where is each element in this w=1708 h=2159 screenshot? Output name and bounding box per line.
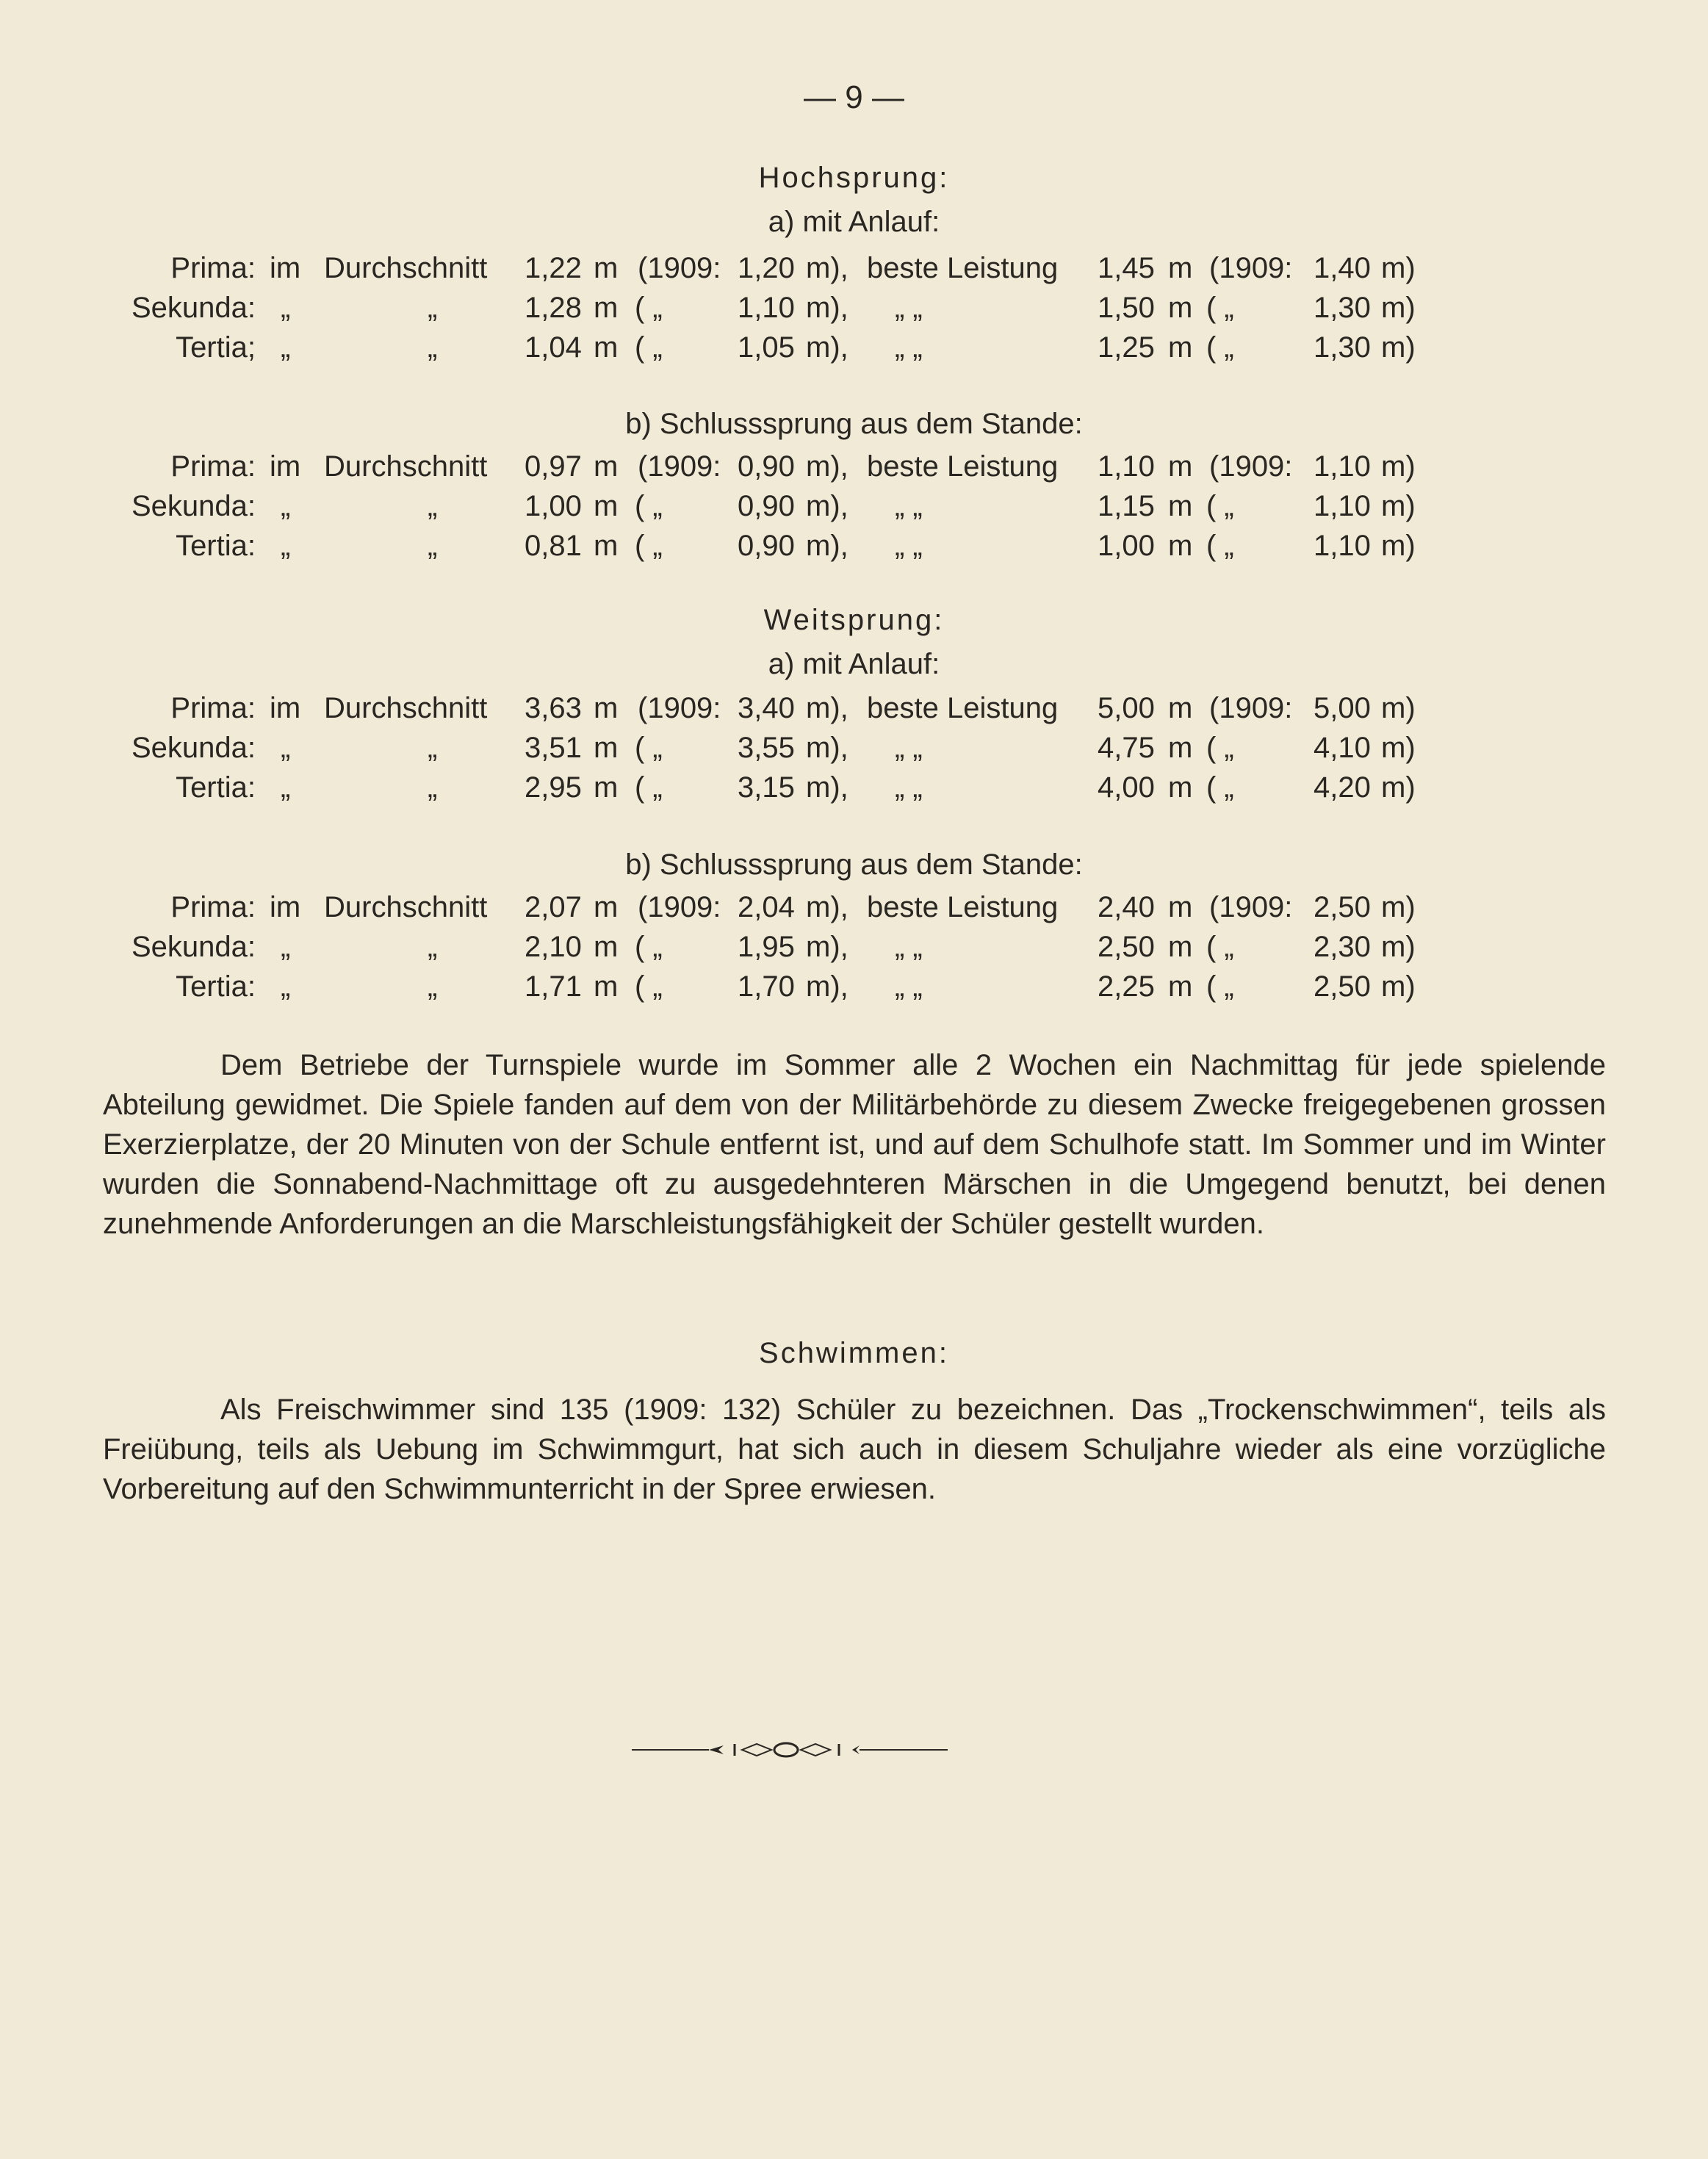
row-prev-year: (1909: <box>1209 252 1293 284</box>
row-unit: m <box>1168 292 1193 324</box>
row-prev-year: ( „ <box>635 732 663 764</box>
row-unit: m <box>1168 331 1193 364</box>
row-best-prev: 5,00 <box>1314 692 1371 724</box>
row-average: 3,51 <box>525 732 582 764</box>
row-best-label: beste Leistung <box>867 891 1059 923</box>
row-label: Tertia: <box>176 970 256 1003</box>
row-unit: m <box>594 970 619 1003</box>
row-best-prev: 1,30 <box>1314 292 1371 324</box>
row-durchschnitt: Durchschnitt <box>324 891 488 923</box>
row-prev-year: ( „ <box>1206 490 1234 522</box>
row-unit: m <box>594 771 619 804</box>
row-best: 1,10 <box>1098 450 1155 483</box>
row-best: 5,00 <box>1098 692 1155 724</box>
row-im: im <box>270 450 301 483</box>
row-unit: m) <box>1381 692 1416 724</box>
table-row <box>0 931 1708 970</box>
subsection-title: b) Schlusssprung aus dem Stande: <box>625 848 1083 881</box>
table-row <box>0 692 1708 732</box>
row-best-label: „ „ <box>895 970 923 1003</box>
row-average: 1,28 <box>525 292 582 324</box>
row-best: 2,25 <box>1098 970 1155 1003</box>
row-prev-year: (1909: <box>638 692 721 724</box>
row-durchschnitt: Durchschnitt <box>324 692 488 724</box>
row-unit: m) <box>1381 530 1416 562</box>
section-title-weitsprung: Weitsprung: <box>763 604 945 636</box>
row-average-prev: 3,55 <box>738 732 795 764</box>
row-average: 0,81 <box>525 530 582 562</box>
row-unit: m <box>594 931 619 963</box>
row-unit: m <box>594 732 619 764</box>
row-unit: m) <box>1381 732 1416 764</box>
row-prev-year: ( „ <box>1206 771 1234 804</box>
row-best-prev: 4,20 <box>1314 771 1371 804</box>
row-prev-year: ( „ <box>1206 331 1234 364</box>
row-best-prev: 2,50 <box>1314 891 1371 923</box>
row-unit: m <box>1168 530 1193 562</box>
row-prev-year: (1909: <box>1209 692 1293 724</box>
row-best-label: „ „ <box>895 931 923 963</box>
row-durchschnitt: „ <box>428 490 438 522</box>
row-best-prev: 1,30 <box>1314 331 1371 364</box>
row-average-prev: 2,04 <box>738 891 795 923</box>
row-best: 1,45 <box>1098 252 1155 284</box>
row-best-label: „ „ <box>895 490 923 522</box>
row-prev-year: ( „ <box>635 331 663 364</box>
row-im: „ <box>281 970 291 1003</box>
row-unit: m <box>594 490 619 522</box>
row-best-prev: 1,10 <box>1314 450 1371 483</box>
row-prev-year: ( „ <box>635 931 663 963</box>
row-best-label: beste Leistung <box>867 692 1059 724</box>
table-row <box>0 450 1708 490</box>
row-unit: m <box>1168 891 1193 923</box>
row-unit: m <box>1168 970 1193 1003</box>
turnspiele-paragraph: Dem Betriebe der Turnspiele wurde im Sommer alle 2 Wochen ein Nachmittag für jede spielende Abteilung gewidmet. Die Spiele fanden auf dem von der Militärbehörde zu diesem Zwecke freigegebenen grossen Exerzierplatze, der 20 Minuten von der Schule entfernt ist, und auf dem Schulhofe statt. Im Sommer und im Winter wurden die Sonnabend-Nachmittage oft zu ausgedehnteren Märschen in die Umgegend benutzt, bei denen zunehmende Anforderungen an die Marschleistungsfähigkeit der Schüler gestellt wurden. <box>103 1049 1606 1240</box>
row-prev-year: (1909: <box>1209 891 1293 923</box>
row-unit: m), <box>806 931 848 963</box>
row-best-prev: 1,10 <box>1314 490 1371 522</box>
row-best-label: beste Leistung <box>867 252 1059 284</box>
row-durchschnitt: Durchschnitt <box>324 252 488 284</box>
row-best-label: „ „ <box>895 771 923 804</box>
row-best-prev: 4,10 <box>1314 732 1371 764</box>
row-im: „ <box>281 530 291 562</box>
row-durchschnitt: Durchschnitt <box>324 450 488 483</box>
row-best: 2,40 <box>1098 891 1155 923</box>
row-unit: m), <box>806 252 848 284</box>
table-row <box>0 970 1708 1010</box>
row-prev-year: ( „ <box>635 530 663 562</box>
row-average-prev: 0,90 <box>738 490 795 522</box>
row-durchschnitt: „ <box>428 530 438 562</box>
row-best: 2,50 <box>1098 931 1155 963</box>
page-number: — 9 — <box>804 79 904 115</box>
row-unit: m), <box>806 771 848 804</box>
table-row <box>0 771 1708 811</box>
row-average-prev: 3,15 <box>738 771 795 804</box>
row-prev-year: (1909: <box>1209 450 1293 483</box>
ornament-divider <box>632 1735 948 1765</box>
row-prev-year: ( „ <box>1206 931 1234 963</box>
table-row <box>0 891 1708 931</box>
row-prev-year: ( „ <box>635 490 663 522</box>
row-label: Prima: <box>170 450 256 483</box>
row-unit: m) <box>1381 970 1416 1003</box>
row-unit: m <box>1168 252 1193 284</box>
row-average-prev: 3,40 <box>738 692 795 724</box>
section-title-schwimmen: Schwimmen: <box>759 1337 949 1369</box>
row-im: im <box>270 891 301 923</box>
row-prev-year: ( „ <box>635 970 663 1003</box>
row-unit: m) <box>1381 450 1416 483</box>
row-label: Prima: <box>170 692 256 724</box>
row-average: 1,71 <box>525 970 582 1003</box>
row-unit: m) <box>1381 252 1416 284</box>
row-durchschnitt: „ <box>428 732 438 764</box>
row-unit: m) <box>1381 931 1416 963</box>
section-title-hochsprung: Hochsprung: <box>758 162 950 194</box>
row-prev-year: ( „ <box>1206 292 1234 324</box>
row-best: 4,75 <box>1098 732 1155 764</box>
row-best-prev: 2,50 <box>1314 970 1371 1003</box>
row-label: Sekunda: <box>131 732 256 764</box>
subsection-title: a) mit Anlauf: <box>768 648 940 680</box>
row-average: 0,97 <box>525 450 582 483</box>
row-prev-year: ( „ <box>1206 732 1234 764</box>
row-unit: m), <box>806 891 848 923</box>
row-best: 1,50 <box>1098 292 1155 324</box>
row-im: im <box>270 692 301 724</box>
subsection-title: b) Schlusssprung aus dem Stande: <box>625 408 1083 440</box>
row-label: Tertia: <box>176 530 256 562</box>
row-best-label: „ „ <box>895 292 923 324</box>
row-unit: m), <box>806 970 848 1003</box>
row-im: „ <box>281 331 291 364</box>
row-label: Prima: <box>170 891 256 923</box>
row-unit: m <box>1168 732 1193 764</box>
row-unit: m <box>1168 450 1193 483</box>
row-label: Prima: <box>170 252 256 284</box>
row-label: Tertia; <box>176 331 256 364</box>
row-best-label: „ „ <box>895 331 923 364</box>
row-best: 1,25 <box>1098 331 1155 364</box>
row-unit: m), <box>806 530 848 562</box>
row-average-prev: 0,90 <box>738 450 795 483</box>
row-durchschnitt: „ <box>428 931 438 963</box>
row-unit: m), <box>806 450 848 483</box>
row-best-prev: 1,10 <box>1314 530 1371 562</box>
row-unit: m), <box>806 490 848 522</box>
row-unit: m), <box>806 292 848 324</box>
row-label: Sekunda: <box>131 931 256 963</box>
row-best-label: „ „ <box>895 530 923 562</box>
row-unit: m <box>594 292 619 324</box>
schwimmen-paragraph: Als Freischwimmer sind 135 (1909: 132) Schüler zu bezeichnen. Das „Trockenschwimmen“, teils als Freiübung, teils als Uebung im Schwimmgurt, hat sich auch in diesem Schuljahre wieder als eine vorzügliche Vorbereitung auf den Schwimmunterricht in der Spree erwiesen. <box>103 1394 1606 1505</box>
row-unit: m <box>1168 931 1193 963</box>
row-label: Sekunda: <box>131 490 256 522</box>
row-best-label: beste Leistung <box>867 450 1059 483</box>
row-average-prev: 1,70 <box>738 970 795 1003</box>
table-row <box>0 530 1708 569</box>
row-durchschnitt: „ <box>428 970 438 1003</box>
row-average-prev: 1,10 <box>738 292 795 324</box>
row-average: 2,95 <box>525 771 582 804</box>
row-average-prev: 1,05 <box>738 331 795 364</box>
row-unit: m <box>594 530 619 562</box>
row-average: 1,00 <box>525 490 582 522</box>
row-label: Tertia: <box>176 771 256 804</box>
row-prev-year: ( „ <box>1206 970 1234 1003</box>
row-prev-year: ( „ <box>635 292 663 324</box>
row-unit: m <box>594 891 619 923</box>
table-row <box>0 331 1708 371</box>
row-best: 4,00 <box>1098 771 1155 804</box>
row-label: Sekunda: <box>131 292 256 324</box>
row-unit: m), <box>806 732 848 764</box>
row-unit: m) <box>1381 771 1416 804</box>
row-average: 1,04 <box>525 331 582 364</box>
row-durchschnitt: „ <box>428 292 438 324</box>
row-prev-year: ( „ <box>635 771 663 804</box>
row-prev-year: ( „ <box>1206 530 1234 562</box>
row-average: 2,10 <box>525 931 582 963</box>
row-im: „ <box>281 292 291 324</box>
row-unit: m), <box>806 331 848 364</box>
row-best-prev: 2,30 <box>1314 931 1371 963</box>
table-row <box>0 732 1708 771</box>
row-durchschnitt: „ <box>428 331 438 364</box>
row-unit: m <box>1168 490 1193 522</box>
row-im: „ <box>281 771 291 804</box>
row-best: 1,15 <box>1098 490 1155 522</box>
table-row <box>0 252 1708 292</box>
row-average-prev: 1,95 <box>738 931 795 963</box>
row-average-prev: 0,90 <box>738 530 795 562</box>
row-im: „ <box>281 931 291 963</box>
row-im: im <box>270 252 301 284</box>
row-im: „ <box>281 732 291 764</box>
row-unit: m) <box>1381 331 1416 364</box>
row-average: 2,07 <box>525 891 582 923</box>
row-unit: m <box>1168 692 1193 724</box>
row-best: 1,00 <box>1098 530 1155 562</box>
subsection-title: a) mit Anlauf: <box>768 206 940 238</box>
row-unit: m <box>594 331 619 364</box>
row-prev-year: (1909: <box>638 891 721 923</box>
row-best-label: „ „ <box>895 732 923 764</box>
row-unit: m <box>594 252 619 284</box>
row-average: 3,63 <box>525 692 582 724</box>
row-unit: m), <box>806 692 848 724</box>
row-unit: m) <box>1381 292 1416 324</box>
table-row <box>0 490 1708 530</box>
row-unit: m) <box>1381 490 1416 522</box>
row-prev-year: (1909: <box>638 450 721 483</box>
row-best-prev: 1,40 <box>1314 252 1371 284</box>
row-durchschnitt: „ <box>428 771 438 804</box>
row-prev-year: (1909: <box>638 252 721 284</box>
row-unit: m) <box>1381 891 1416 923</box>
table-row <box>0 292 1708 331</box>
row-im: „ <box>281 490 291 522</box>
row-average: 1,22 <box>525 252 582 284</box>
row-unit: m <box>594 692 619 724</box>
row-unit: m <box>1168 771 1193 804</box>
row-unit: m <box>594 450 619 483</box>
row-average-prev: 1,20 <box>738 252 795 284</box>
